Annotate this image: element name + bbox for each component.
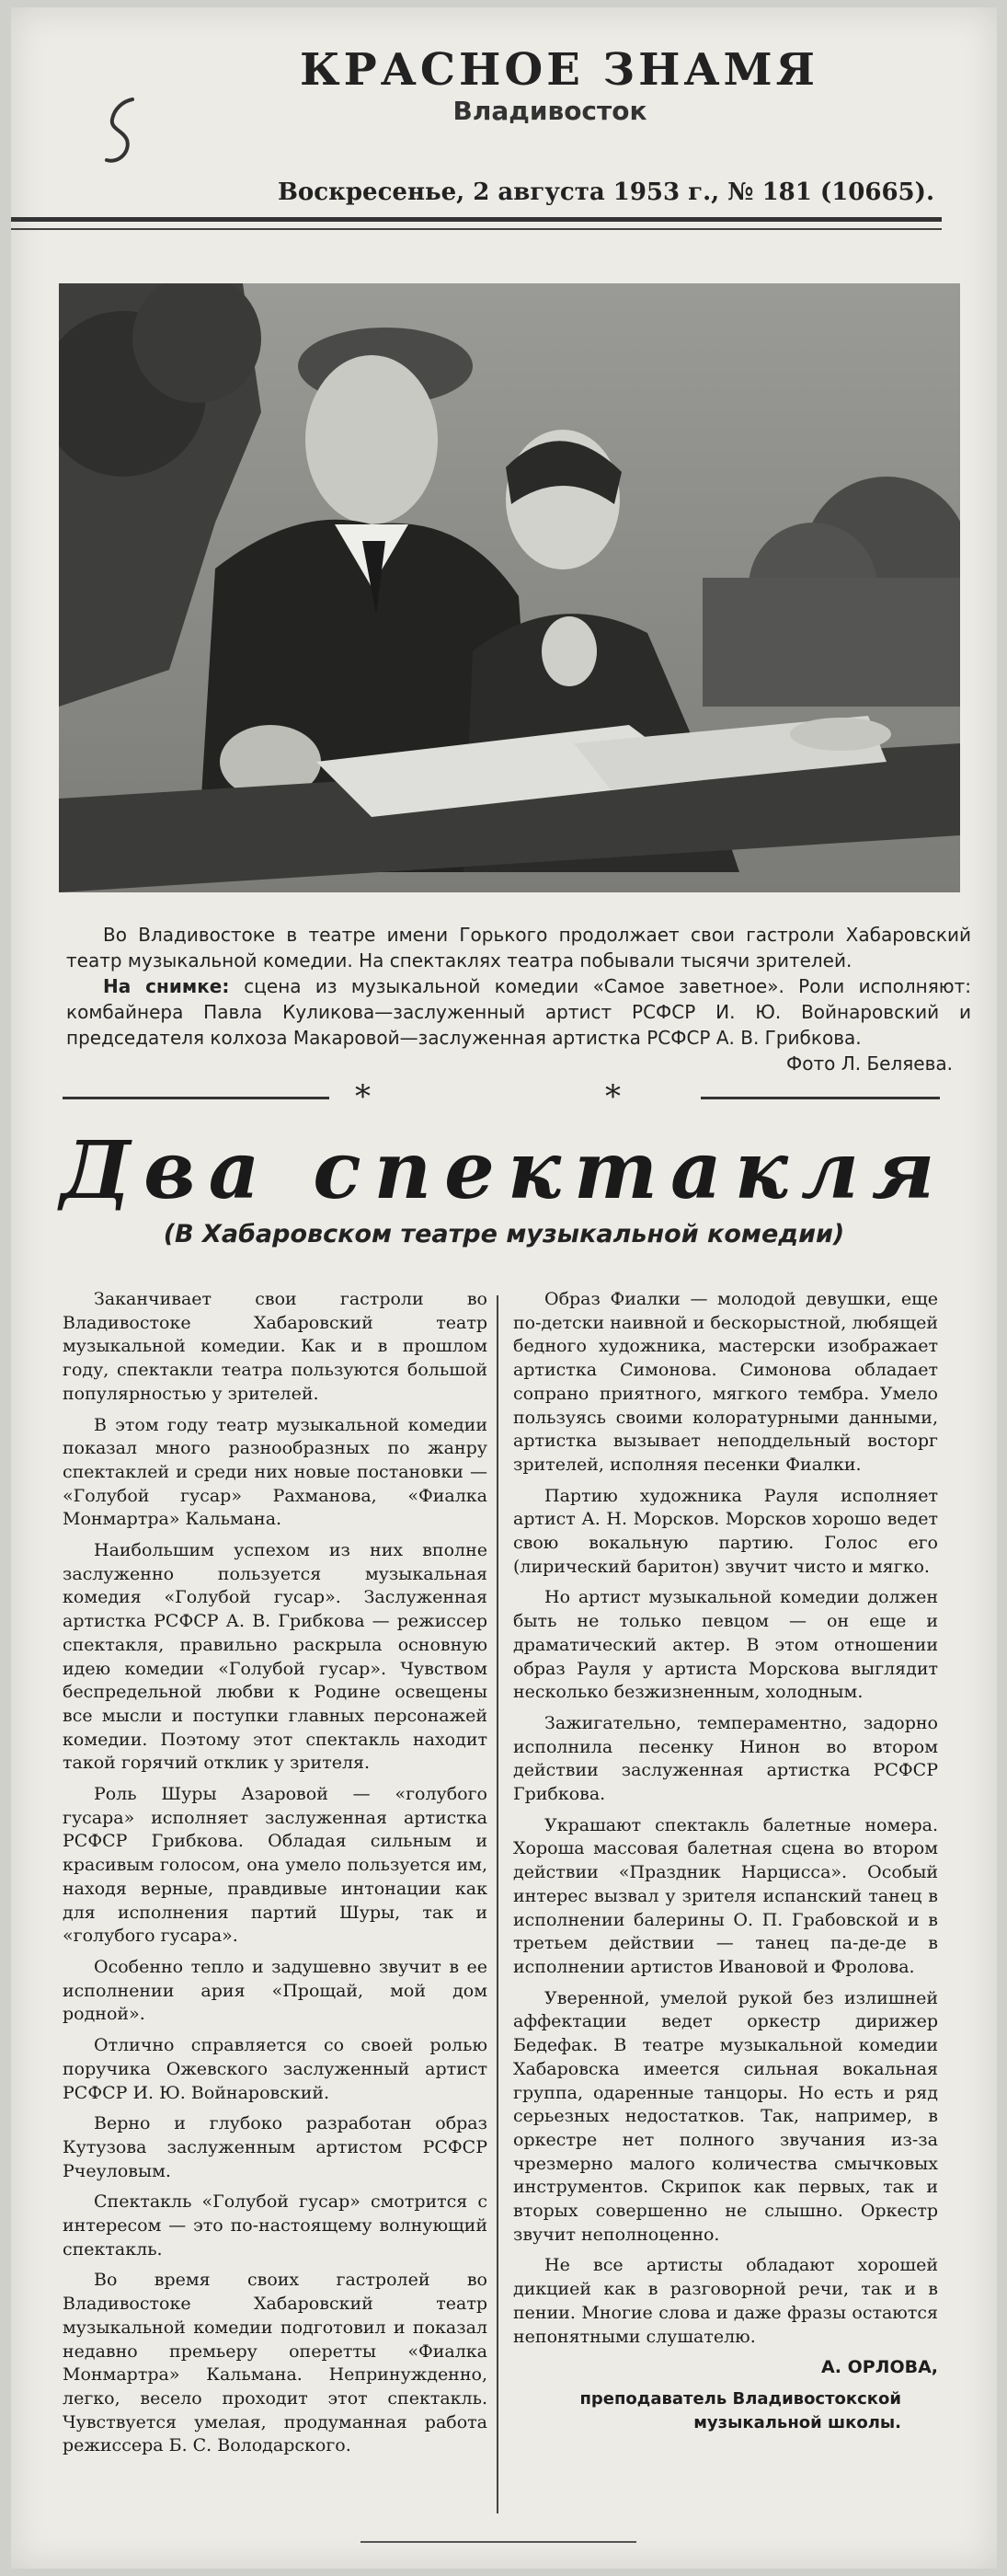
article-paragraph: Заканчивает свои гастроли во Владивостоке Хабаровский театр музыкальной комедии. Как и в прошлом году, спектакли театра пользуются большой популярностью у зрителей. — [63, 1289, 487, 1404]
section-divider-right — [701, 1097, 940, 1099]
article-paragraph: Наибольшим успехом из них вполне заслуженно пользуется музыкальная комедия «Голубой гусар». Заслуженная артистка РСФСР А. В. Грибкова — режиссер спектакля, правильно раскрыла основную идею комедии «Голубой гусар». Чувством беспредельной любви к Родине освещены все мысли и поступки главных персонажей комедии. Поэтому этот спектакль находит такой горячий отклик у зрителя. — [63, 1540, 487, 1774]
column-rule — [497, 1295, 498, 2513]
caption-photo-label: На снимке: — [103, 975, 230, 997]
article-paragraph: Партию художника Рауля исполняет артист А. Н. Морсков. Морсков хорошо ведет свою вокальную партию. Голос его (лирический баритон) звучит чисто и мягко. — [513, 1485, 938, 1577]
article-paragraph: Не все артисты обладают хорошей дикцией как в разговорной речи, так и в пении. Многие слова и даже фразы остаются непонятными слушателю. — [513, 2255, 938, 2347]
star-ornament: * — [355, 1078, 371, 1115]
masthead-rule-thin — [11, 228, 942, 230]
caption-photo-desc: сцена из музыкальной комедии «Самое заветное». Роли исполняют: комбайнера Павла Куликова—заслуженный артист РСФСР И. Ю. Войнаровский и председателя колхоза Макаровой—заслуженная артистка РСФСР А. В. Грибкова. — [66, 975, 971, 1049]
article-paragraph: Зажигательно, темпераментно, задорно исполнила песенку Нинон во втором действии заслуженная артистка РСФСР Грибкова. — [513, 1712, 938, 1805]
article-paragraph: Роль Шуры Азаровой — «голубого гусара» исполняет заслуженная артистка РСФСР Грибкова. Обладая сильным и красивым голосом, она умело пользуется им, находя верные, правдивые интонации как для исполнения партий Шуры, так и «голубого гусара». — [63, 1784, 487, 1947]
article-paragraph: Особенно тепло и задушевно звучит в ее исполнении ария «Прощай, мой дом родной». — [63, 1956, 487, 2025]
masthead-rule — [11, 217, 942, 222]
newspaper-city: Владивосток — [452, 96, 647, 126]
photo-credit: Фото Л. Беляева. — [786, 1052, 953, 1075]
article-paragraph: Образ Фиалки — молодой девушки, еще по-детски наивной и бескорыстной, любящей бедного художника, мастерски изображает артистка Симонова. Симонова обладает сопрано приятного, мягкого тембра. Умело пользуясь своими колоратурными данными, артистка вызывает неподдельный восторг зрителей, исполняя песенки Фиалки. — [513, 1289, 938, 1475]
caption-intro: Во Владивостоке в театре имени Горького продолжает свои гастроли Хабаровский театр музыкальной комедии. На спектаклях театра побывали тысячи зрителей. — [66, 924, 971, 972]
article-column-right — [513, 1288, 938, 2434]
article-paragraph: Украшают спектакль балетные номера. Хороша массовая балетная сцена во втором действии «Праздник Нарцисса». Особый интерес вызвал у зрителя испанский танец в исполнении балерины О. П. Грабовской и в третьем действии — танец па-де-де в исполнении артистов Ивановой и Фролова. — [513, 1814, 938, 1977]
author-name: А. ОРЛОВА, — [821, 2357, 938, 2378]
article-paragraph: Но артист музыкальной комедии должен быть не только певцом — он еще и драматический актер. В этом отношении образ Рауля у артиста Морскова выглядит несколько безжизненным, холодным. — [513, 1587, 938, 1703]
article-headline: Два спектакля — [60, 1124, 948, 1217]
article-paragraph: Верно и глубоко разработан образ Кутузова заслуженным артистом РСФСР Рчеуловым. — [63, 2113, 487, 2181]
section-divider-left — [63, 1097, 329, 1099]
article-paragraph: Отлично справляется со своей ролью поручика Ожевского заслуженный артист РСФСР И. Ю. Войнаровский. — [63, 2035, 487, 2103]
newspaper-title: КРАСНОЕ ЗНАМЯ — [299, 44, 819, 96]
masthead — [11, 44, 997, 126]
news-photo — [59, 283, 960, 892]
article-paragraph: Во время своих гастролей во Владивостоке Хабаровский театр музыкальной комедии подготовил и показал недавно премьеру оперетты «Фиалка Монмартра» Кальмана. Непринужденно, легко, весело проходит этот спектакль. Чувствуется умелая, продуманная работа режиссера Б. С. Володарского. — [63, 2270, 487, 2456]
caption-description — [66, 973, 971, 1051]
article-subhead: (В Хабаровском театре музыкальной комедии) — [163, 1220, 845, 1248]
photo-caption — [66, 922, 971, 1076]
article-paragraph: Спектакль «Голубой гусар» смотрится с интересом — это по-настоящему волнующий спектакль. — [63, 2191, 487, 2260]
article-paragraph: Уверенной, умелой рукой без излишней аффектации ведет оркестр дирижер Бедефак. В театре музыкальной комедии Хабаровска имеется сильная вокальная группа, одаренные танцоры. Но есть и ряд серьезных недостатков. Так, например, в оркестре нет полного звучания из-за чрезмерно малого количества смычковых инструментов. Скрипок как первых, так и вторых совершенно не слышно. Оркестр звучит неполноценно. — [513, 1987, 938, 2245]
newspaper-clipping — [11, 7, 997, 2569]
article-paragraph: В этом году театр музыкальной комедии показал много разнообразных по жанру спектаклей и среди них новые постановки — «Голубой гусар» Рахманова, «Фиалка Монмартра» Кальмана. — [63, 1414, 487, 1530]
article-column-left — [63, 1288, 487, 2466]
author-title: преподаватель Владивостокской музыкальной школы. — [579, 2388, 901, 2432]
star-ornament: * — [605, 1078, 621, 1115]
dateline: Воскресенье, 2 августа 1953 г., № 181 (10665). — [277, 178, 934, 206]
bottom-rule — [360, 2541, 636, 2543]
